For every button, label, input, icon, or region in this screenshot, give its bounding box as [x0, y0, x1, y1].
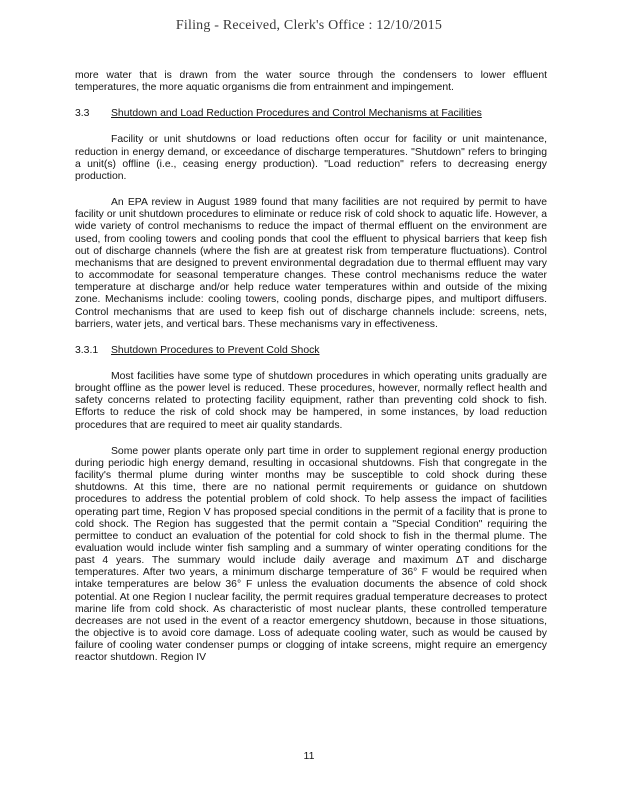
section-title: Shutdown and Load Reduction Procedures and Control Mechanisms at Facilities	[111, 108, 482, 120]
section-number: 3.3	[75, 108, 90, 120]
section-heading-3-3	[75, 108, 547, 120]
page-number: 11	[303, 750, 315, 762]
subsection-title: Shutdown Procedures to Prevent Cold Shock	[111, 344, 320, 356]
filing-stamp: Filing - Received, Clerk's Office : 12/10/2015	[175, 18, 443, 33]
intro-paragraph: more water that is drawn from the water source through the condensers to lower effluent temperatures, the more aquatic organisms die from entrainment and impingement.	[75, 70, 547, 94]
document-body	[75, 70, 547, 665]
subsection-number: 3.3.1	[75, 344, 99, 356]
paragraph-shutdown-procedures: Most facilities have some type of shutdown procedures in which operating units gradually are brought offline as the power level is reduced. These procedures, however, normally reflect health and safety concerns related to protecting facility equipment, rather than preventing cold shock to fish. Efforts to reduce the risk of cold shock may be hampered, in some instances, by load reduction procedures that are required to meet air quality standards.	[75, 370, 547, 431]
paragraph-part-time-plants: Some power plants operate only part time in order to supplement regional energy production during periodic high energy demand, resulting in occasional shutdowns. Fish that congregate in the facility's thermal plume during winter months may be susceptible to cold shock during these shutdowns. At this time, there are no national permit requirements or guidance on shutdown procedures to address the potential problem of cold shock. To help assess the impact of facilities operating part time, Region V has proposed special conditions in the permit of a facility that is prone to cold shock. The Region has suggested that the permit contain a "Special Condition" requiring the permittee to conduct an evaluation of the potential for cold shock to fish in the thermal plume. The evaluation would include winter fish sampling and a summary of winter operating conditions for the past 4 years. The summary would include daily average and maximum ΔT and discharge temperatures. After two years, a minimum discharge temperature of 36° F would be required when intake temperatures are below 36° F unless the evaluation documents the absence of cold shock potential. At one Region I nuclear facility, the permit requires gradual temperature decreases to protect marine life from cold shock. As characteristic of most nuclear plants, these controlled temperature decreases are not used in the event of a reactor emergency shutdown, because in those situations, the objective is to avoid core damage. Loss of adequate cooling water, such as would be caused by failure of cooling water condenser pumps or clogging of intake screens, might require an emergency reactor shutdown. Region IV	[75, 445, 547, 664]
paragraph-epa-review: An EPA review in August 1989 found that many facilities are not required by permit to have facility or unit shutdown procedures to eliminate or reduce risk of cold shock to aquatic life. However, a wide variety of control mechanisms to reduce the impact of thermal effluent on the environment are used, from cooling towers and cooling ponds that cool the effluent to physical barriers that keep fish out of discharge channels (where the fish are at greatest risk from temperature fluctuations). Control mechanisms that are designed to prevent environmental degradation due to thermal effluent may vary to accommodate for seasonal temperature changes. These control mechanisms reduce the water temperature at discharge and/or help reduce water temperatures within and outside of the mixing zone. Mechanisms include: cooling towers, cooling ponds, discharge pipes, and multiport diffusers. Control mechanisms that are used to keep fish out of discharge channels include: screens, nets, barriers, water jets, and vertical bars. These mechanisms vary in effectiveness.	[75, 197, 547, 330]
paragraph-shutdown-definitions: Facility or unit shutdowns or load reductions often occur for facility or unit maintenance, reduction in energy demand, or exceedance of discharge temperatures. "Shutdown" refers to bringing a unit(s) offline (i.e., ceasing energy production). "Load reduction" refers to decreasing energy production.	[75, 134, 547, 182]
section-heading-3-3-1	[75, 345, 547, 357]
